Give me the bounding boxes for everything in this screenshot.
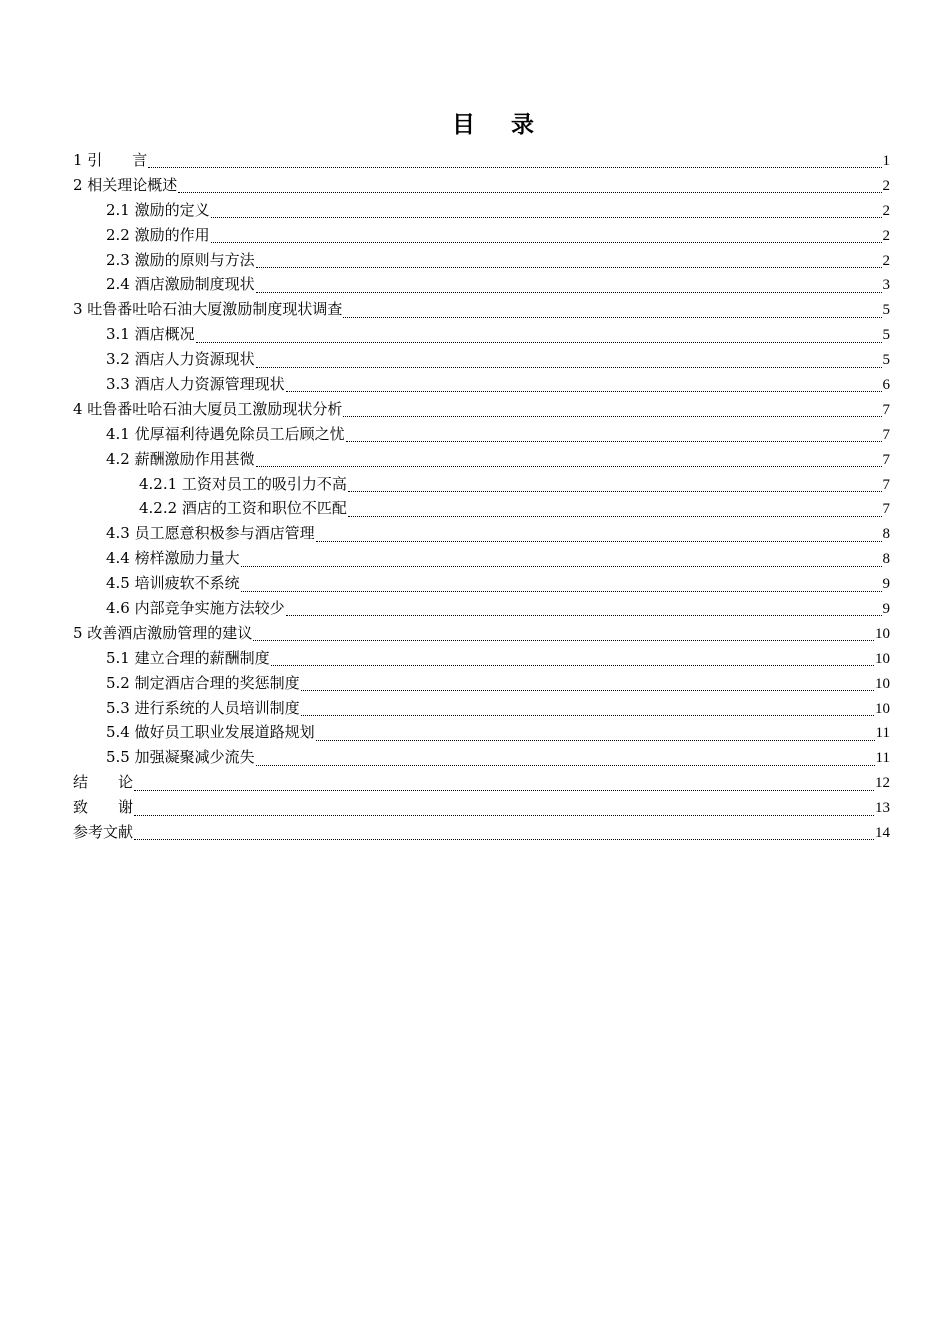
toc-entry-page-number: 13: [875, 800, 890, 817]
toc-entry-label: 2.1 激励的定义: [106, 200, 210, 219]
toc-leader-dots: [253, 639, 874, 641]
toc-entry[interactable]: [73, 496, 890, 521]
toc-entry-page-number: 9: [882, 576, 890, 593]
toc-leader-dots: [211, 216, 882, 218]
toc-entry-label: 4.5 培训疲软不系统: [106, 574, 240, 593]
toc-entry-label: 4.6 内部竞争实施方法较少: [106, 599, 285, 618]
toc-leader-dots: [196, 341, 882, 343]
toc-entry[interactable]: [73, 596, 890, 621]
toc-entry[interactable]: [73, 447, 890, 472]
toc-entry-page-number: 2: [882, 252, 890, 269]
toc-entry-page-number: 9: [882, 601, 890, 618]
toc-entry[interactable]: [73, 372, 890, 397]
toc-leader-dots: [256, 465, 882, 467]
toc-entry-page-number: 5: [882, 327, 890, 344]
toc-entry[interactable]: [73, 422, 890, 447]
toc-entry-page-number: 2: [882, 202, 890, 219]
toc-entry-label: 4.2 薪酬激励作用甚微: [106, 449, 255, 468]
toc-leader-dots: [256, 291, 882, 293]
toc-entry-page-number: 1: [882, 153, 890, 169]
toc-entry[interactable]: [73, 322, 890, 347]
toc-leader-dots: [178, 191, 881, 193]
toc-leader-dots: [134, 814, 874, 816]
toc-entry-label: 2.2 激励的作用: [106, 225, 210, 244]
toc-entry[interactable]: [73, 621, 890, 646]
toc-leader-dots: [316, 540, 882, 542]
toc-entry[interactable]: [73, 696, 890, 721]
toc-leader-dots: [346, 440, 882, 442]
toc-leader-dots: [348, 515, 882, 517]
toc-entry-label: 5.4 做好员工职业发展道路规划: [106, 723, 315, 742]
toc-entry-page-number: 7: [882, 476, 890, 493]
toc-entry-label: 3 吐鲁番吐哈石油大厦激励制度现状调查: [73, 300, 343, 319]
toc-entry-label: 4.2.1 工资对员工的吸引力不高: [139, 474, 347, 493]
toc-entry[interactable]: [73, 472, 890, 497]
toc-entry-page-number: 12: [875, 775, 890, 792]
toc-entry[interactable]: [73, 397, 890, 422]
toc-entry[interactable]: [73, 297, 890, 322]
toc-entry-page-number: 10: [875, 650, 890, 667]
toc-entry-page-number: 8: [882, 551, 890, 568]
toc-entry[interactable]: [73, 820, 890, 845]
toc-entry-page-number: 7: [882, 426, 890, 443]
toc-entry-page-number: 10: [875, 700, 890, 717]
toc-entry-page-number: 10: [875, 675, 890, 692]
toc-entry-label: 2 相关理论概述: [73, 175, 178, 194]
toc-leader-dots: [134, 789, 874, 791]
toc-entry-label: 1 引 言: [73, 151, 148, 169]
toc-leader-dots: [134, 838, 874, 840]
toc-entry[interactable]: [73, 745, 890, 770]
toc-entry[interactable]: [73, 571, 890, 596]
toc-entry-page-number: 5: [882, 302, 890, 319]
toc-entry[interactable]: [73, 521, 890, 546]
toc-entry-label: 5.1 建立合理的薪酬制度: [106, 648, 270, 667]
toc-entry-label: 2.4 酒店激励制度现状: [106, 275, 255, 294]
toc-entry-page-number: 7: [882, 501, 890, 518]
toc-entry[interactable]: [73, 347, 890, 372]
toc-entry[interactable]: [73, 272, 890, 297]
toc-entry[interactable]: [73, 223, 890, 248]
toc-leader-dots: [343, 316, 881, 318]
toc-entry-label: 3.1 酒店概况: [106, 325, 195, 344]
toc-leader-dots: [301, 714, 874, 716]
toc-entry-page-number: 14: [875, 825, 890, 842]
toc-entry[interactable]: [73, 770, 890, 795]
toc-entry-page-number: 2: [882, 177, 890, 194]
toc-entry[interactable]: [73, 795, 890, 820]
toc-entry-page-number: 10: [875, 625, 890, 642]
toc-leader-dots: [211, 241, 882, 243]
toc-leader-dots: [286, 614, 882, 616]
toc-entry[interactable]: [73, 646, 890, 671]
toc-entry[interactable]: [73, 173, 890, 198]
toc-entry-page-number: 5: [882, 352, 890, 369]
table-of-contents: [73, 148, 890, 845]
toc-entry[interactable]: [73, 148, 890, 173]
toc-leader-dots: [348, 490, 882, 492]
toc-entry-page-number: 7: [882, 401, 890, 418]
toc-leader-dots: [148, 166, 881, 168]
toc-entry-label: 5 改善酒店激励管理的建议: [73, 623, 253, 642]
toc-entry-label: 5.3 进行系统的人员培训制度: [106, 698, 300, 717]
toc-entry-label: 4.2.2 酒店的工资和职位不匹配: [139, 499, 347, 518]
toc-entry-page-number: 8: [882, 526, 890, 543]
toc-entry-label: 5.5 加强凝聚减少流失: [106, 748, 255, 767]
toc-leader-dots: [241, 590, 882, 592]
toc-entry-label: 3.2 酒店人力资源现状: [106, 350, 255, 369]
toc-entry-page-number: 6: [882, 377, 890, 394]
toc-entry-label: 4.4 榜样激励力量大: [106, 549, 240, 568]
toc-leader-dots: [256, 764, 875, 766]
toc-leader-dots: [271, 664, 874, 666]
toc-entry[interactable]: [73, 198, 890, 223]
toc-entry[interactable]: [73, 671, 890, 696]
toc-leader-dots: [343, 415, 881, 417]
toc-leader-dots: [256, 266, 882, 268]
toc-entry-label: 4.1 优厚福利待遇免除员工后顾之忧: [106, 424, 345, 443]
toc-entry[interactable]: [73, 720, 890, 745]
toc-entry-label: 3.3 酒店人力资源管理现状: [106, 375, 285, 394]
toc-entry[interactable]: [73, 248, 890, 273]
toc-entry-page-number: 2: [882, 227, 890, 244]
toc-entry-label: 结 论: [73, 773, 134, 792]
toc-entry-label: 4 吐鲁番吐哈石油大厦员工激励现状分析: [73, 399, 343, 418]
toc-entry[interactable]: [73, 546, 890, 571]
toc-entry-page-number: 11: [875, 725, 890, 742]
toc-entry-label: 5.2 制定酒店合理的奖惩制度: [106, 673, 300, 692]
toc-leader-dots: [286, 390, 882, 392]
toc-entry-page-number: 3: [882, 277, 890, 294]
toc-entry-page-number: 11: [875, 750, 890, 767]
page-title: 目 录: [451, 112, 548, 138]
toc-entry-label: 参考文献: [73, 823, 134, 842]
toc-entry-label: 4.3 员工愿意积极参与酒店管理: [106, 524, 315, 543]
toc-leader-dots: [241, 565, 882, 567]
toc-leader-dots: [301, 689, 874, 691]
toc-entry-label: 致 谢: [73, 798, 134, 817]
toc-leader-dots: [316, 739, 875, 741]
toc-entry-label: 2.3 激励的原则与方法: [106, 250, 255, 269]
toc-entry-page-number: 7: [882, 451, 890, 468]
toc-leader-dots: [256, 366, 882, 368]
